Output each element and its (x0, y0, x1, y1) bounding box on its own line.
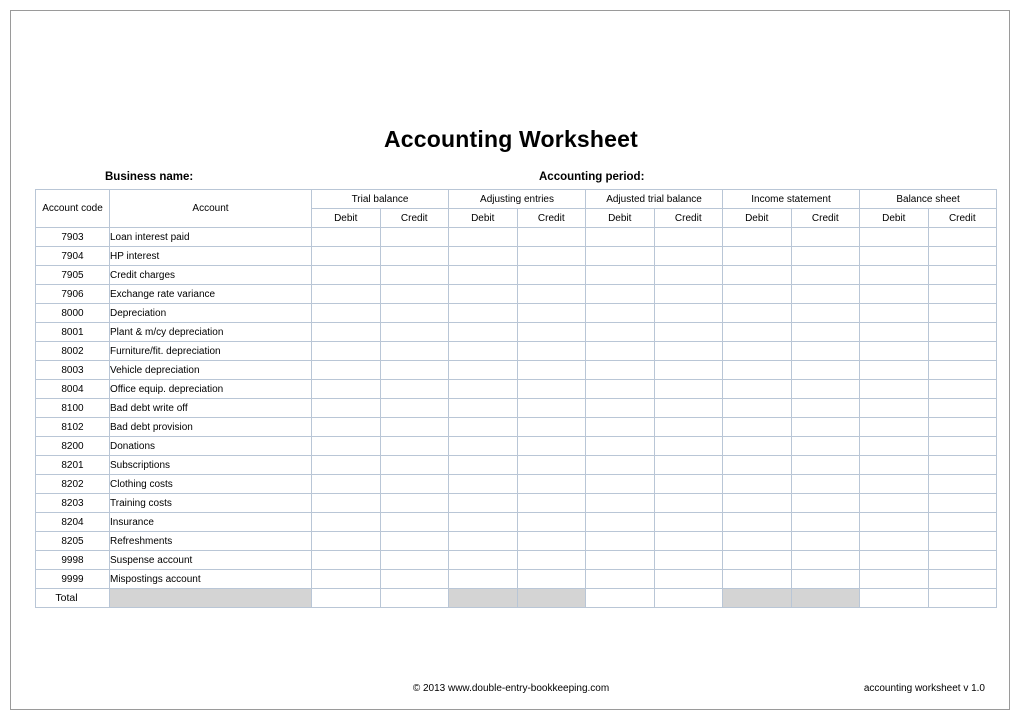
cell-trial-balance-credit[interactable] (380, 513, 449, 532)
cell-trial-balance-debit[interactable] (312, 532, 381, 551)
cell-trial-balance-credit[interactable] (380, 285, 449, 304)
total-cell-adjusting-debit[interactable] (449, 589, 518, 608)
cell-adjusting-credit[interactable] (517, 418, 586, 437)
cell-balance-credit[interactable] (928, 228, 997, 247)
column-header-account: Account (110, 190, 312, 228)
column-group-adjusted-trial-balance: Adjusted trial balance (586, 190, 723, 209)
cell-balance-debit[interactable] (860, 380, 929, 399)
cell-income-credit[interactable] (791, 532, 860, 551)
cell-adjusting-credit[interactable] (517, 342, 586, 361)
cell-adjusted-debit[interactable] (586, 437, 655, 456)
cell-balance-credit[interactable] (928, 418, 997, 437)
cell-trial-balance-debit[interactable] (312, 475, 381, 494)
total-cell-trial-balance-credit[interactable] (380, 589, 449, 608)
cell-adjusted-debit[interactable] (586, 456, 655, 475)
cell-income-credit[interactable] (791, 247, 860, 266)
cell-income-credit[interactable] (791, 228, 860, 247)
cell-income-debit[interactable] (723, 418, 792, 437)
cell-income-credit[interactable] (791, 513, 860, 532)
cell-income-debit[interactable] (723, 475, 792, 494)
cell-income-credit[interactable] (791, 551, 860, 570)
cell-trial-balance-credit[interactable] (380, 570, 449, 589)
row-account-code[interactable]: 8102 (36, 418, 110, 437)
row-account-code[interactable]: 7905 (36, 266, 110, 285)
cell-balance-credit[interactable] (928, 532, 997, 551)
cell-trial-balance-credit[interactable] (380, 418, 449, 437)
cell-balance-debit[interactable] (860, 570, 929, 589)
row-account-code[interactable]: 8003 (36, 361, 110, 380)
cell-balance-debit[interactable] (860, 513, 929, 532)
row-account-code[interactable]: 7906 (36, 285, 110, 304)
cell-adjusted-credit[interactable] (654, 475, 723, 494)
column-group-balance-sheet: Balance sheet (860, 190, 997, 209)
total-cell-income-credit[interactable] (791, 589, 860, 608)
cell-income-debit[interactable] (723, 323, 792, 342)
cell-adjusted-credit[interactable] (654, 456, 723, 475)
cell-trial-balance-debit[interactable] (312, 342, 381, 361)
row-account-code[interactable]: 8000 (36, 304, 110, 323)
cell-trial-balance-debit[interactable] (312, 513, 381, 532)
cell-balance-debit[interactable] (860, 266, 929, 285)
cell-adjusted-credit[interactable] (654, 361, 723, 380)
cell-adjusting-credit[interactable] (517, 304, 586, 323)
cell-adjusting-debit[interactable] (449, 399, 518, 418)
cell-trial-balance-credit[interactable] (380, 399, 449, 418)
cell-income-debit[interactable] (723, 456, 792, 475)
cell-balance-credit[interactable] (928, 456, 997, 475)
cell-income-debit[interactable] (723, 513, 792, 532)
cell-adjusted-debit[interactable] (586, 551, 655, 570)
cell-balance-debit[interactable] (860, 418, 929, 437)
cell-adjusting-credit[interactable] (517, 456, 586, 475)
column-header-income-statement-credit: Credit (791, 209, 860, 228)
row-account-code[interactable]: 8002 (36, 342, 110, 361)
cell-trial-balance-credit[interactable] (380, 342, 449, 361)
cell-balance-credit[interactable] (928, 399, 997, 418)
row-account-name[interactable]: Furniture/fit. depreciation (110, 342, 312, 361)
cell-income-credit[interactable] (791, 304, 860, 323)
cell-balance-credit[interactable] (928, 513, 997, 532)
cell-balance-credit[interactable] (928, 475, 997, 494)
cell-adjusting-debit[interactable] (449, 513, 518, 532)
cell-adjusted-debit[interactable] (586, 304, 655, 323)
row-account-code[interactable]: 8100 (36, 399, 110, 418)
row-account-name[interactable]: Training costs (110, 494, 312, 513)
total-cell-trial-balance-debit[interactable] (312, 589, 381, 608)
column-header-balance-sheet-credit: Credit (928, 209, 997, 228)
cell-income-debit[interactable] (723, 304, 792, 323)
cell-trial-balance-credit[interactable] (380, 380, 449, 399)
cell-adjusted-debit[interactable] (586, 380, 655, 399)
cell-balance-debit[interactable] (860, 228, 929, 247)
row-account-code[interactable]: 8200 (36, 437, 110, 456)
cell-income-credit[interactable] (791, 399, 860, 418)
table-header-row-groups (36, 190, 997, 209)
cell-balance-debit[interactable] (860, 304, 929, 323)
row-account-name[interactable]: Vehicle depreciation (110, 361, 312, 380)
cell-adjusting-credit[interactable] (517, 513, 586, 532)
cell-adjusted-debit[interactable] (586, 475, 655, 494)
total-cell-balance-debit[interactable] (860, 589, 929, 608)
cell-adjusted-credit[interactable] (654, 437, 723, 456)
worksheet-table-wrapper (35, 189, 991, 608)
cell-trial-balance-credit[interactable] (380, 551, 449, 570)
row-account-code[interactable]: 8201 (36, 456, 110, 475)
cell-income-debit[interactable] (723, 342, 792, 361)
cell-adjusted-debit[interactable] (586, 323, 655, 342)
row-account-name[interactable]: Plant & m/cy depreciation (110, 323, 312, 342)
cell-income-credit[interactable] (791, 342, 860, 361)
cell-trial-balance-debit[interactable] (312, 304, 381, 323)
total-row (36, 589, 997, 608)
row-account-name[interactable]: Suspense account (110, 551, 312, 570)
table-row (36, 418, 997, 437)
row-account-name[interactable]: Subscriptions (110, 456, 312, 475)
table-row (36, 551, 997, 570)
cell-trial-balance-debit[interactable] (312, 247, 381, 266)
cell-balance-credit[interactable] (928, 570, 997, 589)
cell-trial-balance-credit[interactable] (380, 532, 449, 551)
column-header-trial-balance-debit: Debit (312, 209, 381, 228)
row-account-name[interactable]: Insurance (110, 513, 312, 532)
cell-income-debit[interactable] (723, 399, 792, 418)
row-account-name[interactable]: Donations (110, 437, 312, 456)
cell-income-credit[interactable] (791, 323, 860, 342)
cell-adjusted-credit[interactable] (654, 323, 723, 342)
cell-adjusted-debit[interactable] (586, 418, 655, 437)
cell-trial-balance-debit[interactable] (312, 323, 381, 342)
cell-trial-balance-credit[interactable] (380, 304, 449, 323)
cell-adjusted-debit[interactable] (586, 285, 655, 304)
accounting-worksheet-table (35, 189, 997, 608)
cell-balance-credit[interactable] (928, 266, 997, 285)
row-account-code[interactable]: 8203 (36, 494, 110, 513)
cell-adjusting-debit[interactable] (449, 228, 518, 247)
column-header-adjusted-trial-balance-debit: Debit (586, 209, 655, 228)
row-account-code[interactable]: 9999 (36, 570, 110, 589)
column-header-trial-balance-credit: Credit (380, 209, 449, 228)
total-cell-adjusted-credit[interactable] (654, 589, 723, 608)
cell-adjusting-debit[interactable] (449, 551, 518, 570)
cell-trial-balance-credit[interactable] (380, 266, 449, 285)
cell-adjusted-credit[interactable] (654, 380, 723, 399)
cell-income-debit[interactable] (723, 247, 792, 266)
footer-copyright: © 2013 www.double-entry-bookkeeping.com (412, 683, 610, 694)
row-account-name[interactable]: Loan interest paid (110, 228, 312, 247)
cell-adjusting-credit[interactable] (517, 323, 586, 342)
cell-trial-balance-credit[interactable] (380, 494, 449, 513)
cell-balance-credit[interactable] (928, 494, 997, 513)
table-row (36, 342, 997, 361)
cell-income-credit[interactable] (791, 380, 860, 399)
cell-adjusted-debit[interactable] (586, 532, 655, 551)
cell-adjusting-credit[interactable] (517, 551, 586, 570)
cell-adjusted-credit[interactable] (654, 247, 723, 266)
total-row-label: Total (36, 589, 110, 608)
cell-adjusting-credit[interactable] (517, 437, 586, 456)
cell-trial-balance-debit[interactable] (312, 228, 381, 247)
cell-adjusting-credit[interactable] (517, 228, 586, 247)
row-account-name[interactable]: Exchange rate variance (110, 285, 312, 304)
column-group-trial-balance: Trial balance (312, 190, 449, 209)
cell-balance-credit[interactable] (928, 361, 997, 380)
cell-adjusting-credit[interactable] (517, 494, 586, 513)
cell-income-debit[interactable] (723, 532, 792, 551)
row-account-code[interactable]: 8202 (36, 475, 110, 494)
cell-balance-debit[interactable] (860, 456, 929, 475)
cell-trial-balance-debit[interactable] (312, 494, 381, 513)
cell-balance-debit[interactable] (860, 437, 929, 456)
row-account-name[interactable]: Bad debt write off (110, 399, 312, 418)
row-account-code[interactable]: 8001 (36, 323, 110, 342)
cell-income-debit[interactable] (723, 494, 792, 513)
row-account-code[interactable]: 8004 (36, 380, 110, 399)
cell-adjusted-debit[interactable] (586, 513, 655, 532)
row-account-name[interactable]: Credit charges (110, 266, 312, 285)
cell-adjusting-debit[interactable] (449, 418, 518, 437)
cell-income-credit[interactable] (791, 494, 860, 513)
column-header-income-statement-debit: Debit (723, 209, 792, 228)
cell-balance-debit[interactable] (860, 399, 929, 418)
cell-adjusting-debit[interactable] (449, 456, 518, 475)
cell-adjusted-debit[interactable] (586, 570, 655, 589)
row-account-name[interactable]: Clothing costs (110, 475, 312, 494)
cell-trial-balance-debit[interactable] (312, 266, 381, 285)
row-account-code[interactable]: 9998 (36, 551, 110, 570)
column-group-income-statement: Income statement (723, 190, 860, 209)
cell-adjusting-debit[interactable] (449, 475, 518, 494)
cell-trial-balance-credit[interactable] (380, 456, 449, 475)
cell-adjusting-debit[interactable] (449, 494, 518, 513)
table-row (36, 475, 997, 494)
column-header-balance-sheet-debit: Debit (860, 209, 929, 228)
page-title: Accounting Worksheet (383, 126, 639, 152)
cell-adjusting-debit[interactable] (449, 266, 518, 285)
cell-adjusting-credit[interactable] (517, 399, 586, 418)
cell-adjusting-credit[interactable] (517, 532, 586, 551)
cell-adjusting-credit[interactable] (517, 247, 586, 266)
table-row (36, 304, 997, 323)
cell-adjusted-credit[interactable] (654, 304, 723, 323)
cell-income-debit[interactable] (723, 551, 792, 570)
cell-balance-credit[interactable] (928, 437, 997, 456)
cell-income-credit[interactable] (791, 361, 860, 380)
cell-adjusted-credit[interactable] (654, 342, 723, 361)
cell-adjusted-debit[interactable] (586, 342, 655, 361)
table-row (36, 285, 997, 304)
column-group-adjusting-entries: Adjusting entries (449, 190, 586, 209)
table-row (36, 399, 997, 418)
cell-balance-debit[interactable] (860, 532, 929, 551)
cell-adjusted-debit[interactable] (586, 228, 655, 247)
row-account-code[interactable]: 8204 (36, 513, 110, 532)
total-row-account-cell (110, 589, 312, 608)
cell-adjusting-debit[interactable] (449, 247, 518, 266)
table-row (36, 247, 997, 266)
cell-adjusted-credit[interactable] (654, 494, 723, 513)
cell-adjusted-credit[interactable] (654, 513, 723, 532)
cell-trial-balance-debit[interactable] (312, 551, 381, 570)
cell-income-credit[interactable] (791, 475, 860, 494)
column-header-adjusted-trial-balance-credit: Credit (654, 209, 723, 228)
business-name-label: Business name: (105, 171, 194, 183)
row-account-code[interactable]: 7903 (36, 228, 110, 247)
cell-balance-debit[interactable] (860, 551, 929, 570)
cell-adjusted-credit[interactable] (654, 228, 723, 247)
cell-income-credit[interactable] (791, 437, 860, 456)
table-row (36, 494, 997, 513)
cell-income-debit[interactable] (723, 437, 792, 456)
cell-adjusting-debit[interactable] (449, 342, 518, 361)
table-row (36, 380, 997, 399)
table-row (36, 266, 997, 285)
cell-adjusting-debit[interactable] (449, 361, 518, 380)
cell-balance-credit[interactable] (928, 323, 997, 342)
table-body (36, 228, 997, 589)
total-cell-income-debit[interactable] (723, 589, 792, 608)
cell-income-debit[interactable] (723, 380, 792, 399)
row-account-code[interactable]: 7904 (36, 247, 110, 266)
table-row (36, 361, 997, 380)
cell-balance-debit[interactable] (860, 475, 929, 494)
cell-adjusting-debit[interactable] (449, 570, 518, 589)
cell-income-debit[interactable] (723, 285, 792, 304)
cell-adjusted-debit[interactable] (586, 247, 655, 266)
cell-balance-credit[interactable] (928, 551, 997, 570)
table-row (36, 570, 997, 589)
cell-adjusted-debit[interactable] (586, 399, 655, 418)
cell-adjusted-credit[interactable] (654, 551, 723, 570)
total-cell-adjusted-debit[interactable] (586, 589, 655, 608)
cell-trial-balance-debit[interactable] (312, 418, 381, 437)
cell-adjusted-credit[interactable] (654, 532, 723, 551)
cell-adjusting-credit[interactable] (517, 266, 586, 285)
cell-adjusting-credit[interactable] (517, 285, 586, 304)
cell-adjusted-credit[interactable] (654, 418, 723, 437)
row-account-name[interactable]: Refreshments (110, 532, 312, 551)
worksheet-page (10, 10, 1010, 710)
table-row (36, 513, 997, 532)
table-row (36, 532, 997, 551)
column-header-adjusting-entries-debit: Debit (449, 209, 518, 228)
total-cell-adjusting-credit[interactable] (517, 589, 586, 608)
cell-adjusting-debit[interactable] (449, 532, 518, 551)
cell-adjusted-credit[interactable] (654, 570, 723, 589)
table-footer (36, 589, 997, 608)
cell-trial-balance-debit[interactable] (312, 399, 381, 418)
cell-trial-balance-credit[interactable] (380, 228, 449, 247)
cell-balance-credit[interactable] (928, 285, 997, 304)
cell-balance-credit[interactable] (928, 304, 997, 323)
cell-adjusting-debit[interactable] (449, 323, 518, 342)
row-account-name[interactable]: Mispostings account (110, 570, 312, 589)
cell-adjusted-debit[interactable] (586, 266, 655, 285)
cell-trial-balance-credit[interactable] (380, 475, 449, 494)
cell-adjusting-credit[interactable] (517, 570, 586, 589)
column-header-account-code: Account code (36, 190, 110, 228)
cell-income-credit[interactable] (791, 285, 860, 304)
cell-adjusting-debit[interactable] (449, 437, 518, 456)
cell-balance-credit[interactable] (928, 380, 997, 399)
cell-trial-balance-credit[interactable] (380, 247, 449, 266)
cell-adjusting-debit[interactable] (449, 285, 518, 304)
cell-income-credit[interactable] (791, 266, 860, 285)
row-account-name[interactable]: HP interest (110, 247, 312, 266)
cell-income-debit[interactable] (723, 266, 792, 285)
cell-income-debit[interactable] (723, 361, 792, 380)
accounting-period-label: Accounting period: (539, 171, 645, 183)
cell-trial-balance-debit[interactable] (312, 570, 381, 589)
cell-income-credit[interactable] (791, 418, 860, 437)
cell-trial-balance-debit[interactable] (312, 456, 381, 475)
row-account-name[interactable]: Depreciation (110, 304, 312, 323)
cell-trial-balance-credit[interactable] (380, 361, 449, 380)
cell-trial-balance-debit[interactable] (312, 285, 381, 304)
cell-trial-balance-debit[interactable] (312, 361, 381, 380)
cell-adjusting-debit[interactable] (449, 380, 518, 399)
cell-trial-balance-credit[interactable] (380, 323, 449, 342)
row-account-name[interactable]: Bad debt provision (110, 418, 312, 437)
table-row (36, 456, 997, 475)
cell-income-credit[interactable] (791, 456, 860, 475)
cell-balance-credit[interactable] (928, 247, 997, 266)
table-row (36, 437, 997, 456)
cell-income-debit[interactable] (723, 228, 792, 247)
table-row (36, 323, 997, 342)
row-account-name[interactable]: Office equip. depreciation (110, 380, 312, 399)
cell-balance-debit[interactable] (860, 342, 929, 361)
cell-balance-debit[interactable] (860, 494, 929, 513)
cell-trial-balance-debit[interactable] (312, 437, 381, 456)
cell-balance-credit[interactable] (928, 342, 997, 361)
cell-trial-balance-credit[interactable] (380, 437, 449, 456)
footer-version: accounting worksheet v 1.0 (863, 683, 985, 694)
cell-income-credit[interactable] (791, 570, 860, 589)
row-account-code[interactable]: 8205 (36, 532, 110, 551)
cell-balance-debit[interactable] (860, 247, 929, 266)
cell-adjusted-credit[interactable] (654, 285, 723, 304)
cell-adjusted-credit[interactable] (654, 399, 723, 418)
cell-adjusting-credit[interactable] (517, 380, 586, 399)
cell-balance-debit[interactable] (860, 361, 929, 380)
cell-adjusting-credit[interactable] (517, 361, 586, 380)
total-cell-balance-credit[interactable] (928, 589, 997, 608)
cell-adjusting-debit[interactable] (449, 304, 518, 323)
cell-adjusting-credit[interactable] (517, 475, 586, 494)
cell-trial-balance-debit[interactable] (312, 380, 381, 399)
cell-income-debit[interactable] (723, 570, 792, 589)
cell-balance-debit[interactable] (860, 285, 929, 304)
table-row (36, 228, 997, 247)
cell-adjusted-debit[interactable] (586, 361, 655, 380)
cell-balance-debit[interactable] (860, 323, 929, 342)
cell-adjusted-debit[interactable] (586, 494, 655, 513)
cell-adjusted-credit[interactable] (654, 266, 723, 285)
column-header-adjusting-entries-credit: Credit (517, 209, 586, 228)
